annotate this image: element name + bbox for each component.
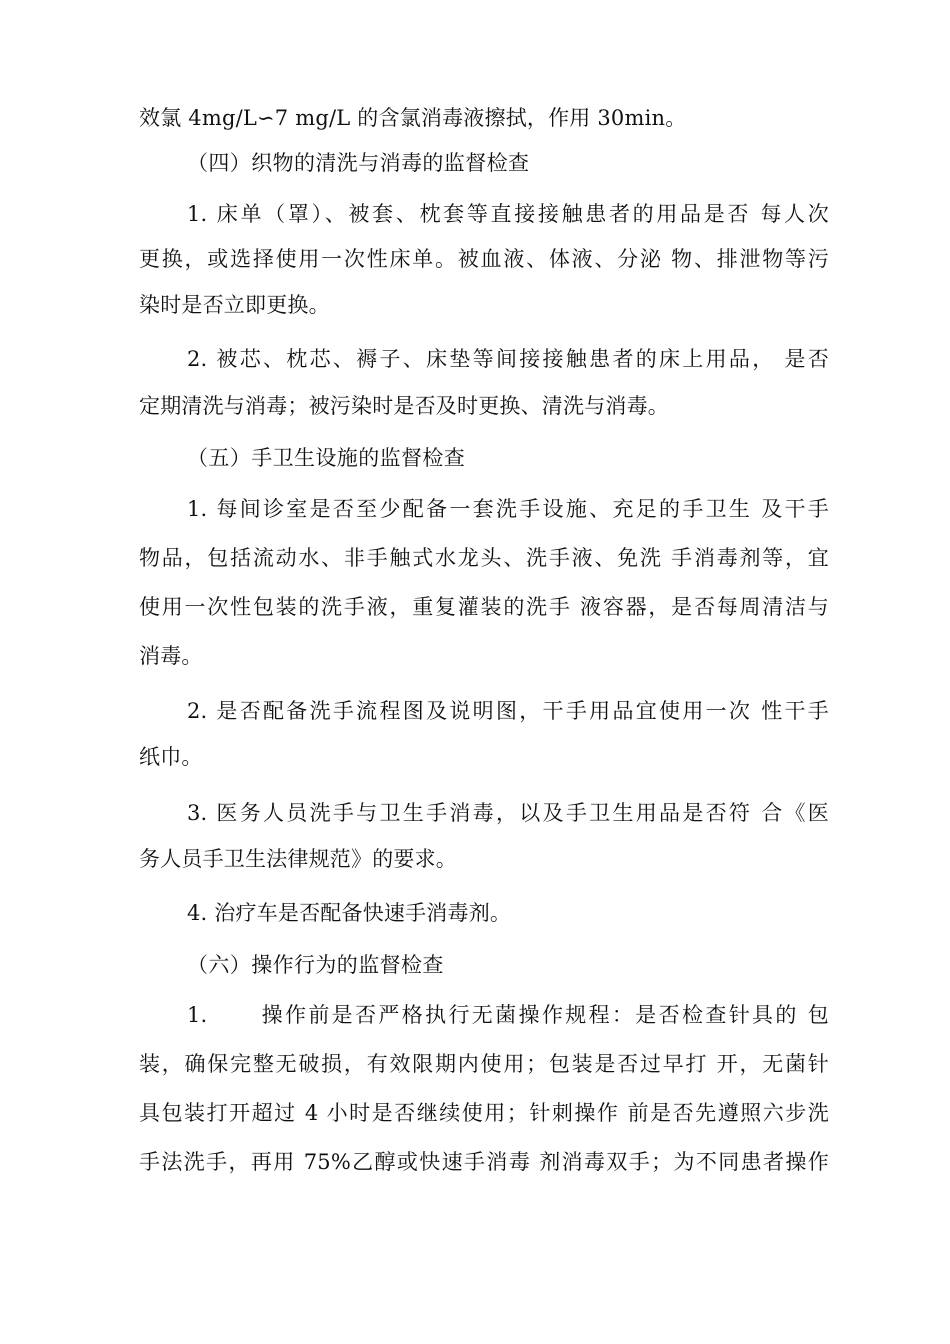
paragraph-line: 4. 治疗车是否配备快速手消毒剂。 [187,901,512,925]
paragraph-line: 1. 每间诊室是否至少配备一套洗手设施、充足的手卫生 及干手 [187,497,829,521]
paragraph-line: 更换，或选择使用一次性床单。被血液、体液、分泌 物、排泄物等污 [139,247,829,271]
paragraph-line: 装，确保完整无破损，有效限期内使用；包装是否过早打 开，无菌针 [139,1052,829,1076]
paragraph-line: 2. 是否配备洗手流程图及说明图，干手用品宜使用一次 性干手 [187,699,829,723]
section-heading-5: （五）手卫生设施的监督检查 [187,446,466,470]
text-line-1: 效氯 4mg/L∽7 mg/L 的含氯消毒液擦拭，作用 30min。 [139,106,687,130]
paragraph-line: 1. 床单（罩）、被套、枕套等直接接触患者的用品是否 每人次 [187,202,829,226]
paragraph-line: 物品，包括流动水、非手触式水龙头、洗手液、免洗 手消毒剂等，宜 [139,546,829,570]
paragraph-line: 务人员手卫生法律规范》的要求。 [139,847,457,871]
paragraph-line: 2. 被芯、枕芯、褥子、床垫等间接接触患者的床上用品， 是否 [187,347,829,371]
section-heading-6: （六）操作行为的监督检查 [187,953,444,977]
paragraph-line: 定期清洗与消毒；被污染时是否及时更换、清洗与消毒。 [139,394,669,418]
paragraph-line: 纸巾。 [139,745,203,769]
paragraph-line: 具包装打开超过 4 小时是否继续使用；针刺操作 前是否先遵照六步洗 [139,1101,829,1125]
paragraph-line: 使用一次性包装的洗手液，重复灌装的洗手 液容器，是否每周清洁与 [139,595,829,619]
paragraph-line: 手法洗手，再用 75%乙醇或快速手消毒 剂消毒双手；为不同患者操作 [139,1150,829,1174]
section-heading-4: （四）织物的清洗与消毒的监督检查 [187,151,530,175]
paragraph-line: 消毒。 [139,644,203,668]
paragraph-line: 1. 操作前是否严格执行无菌操作规程：是否检查针具的 包 [187,1003,829,1027]
paragraph-line: 3. 医务人员洗手与卫生手消毒，以及手卫生用品是否符 合《医 [187,801,829,825]
paragraph-line: 染时是否立即更换。 [139,293,330,317]
